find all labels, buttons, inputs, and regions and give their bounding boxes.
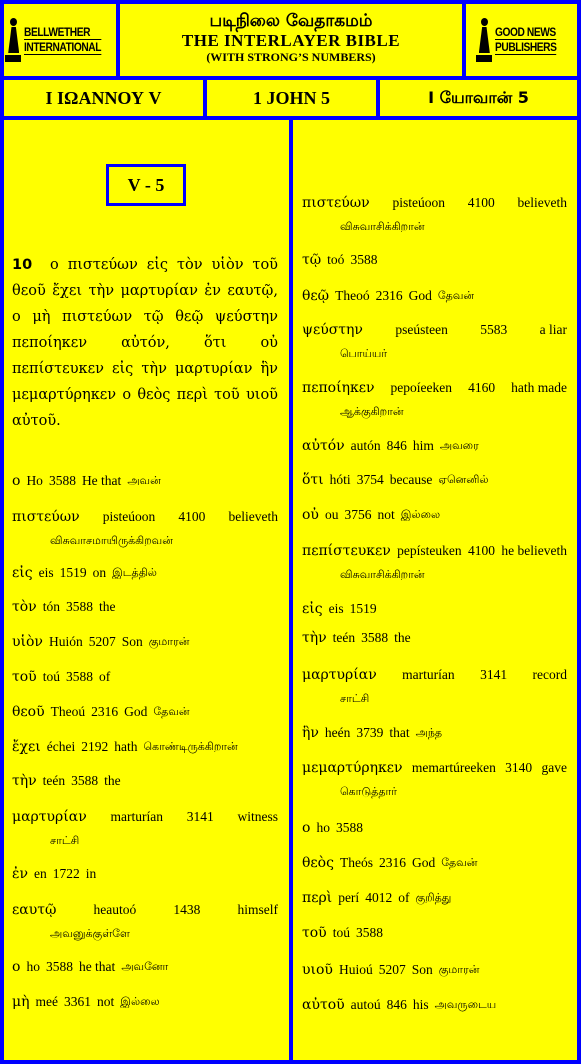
good-news-icon [476, 18, 492, 62]
transliteration: memartúreeken [411, 760, 496, 775]
word-entry [12, 469, 278, 493]
english-gloss: a liar [539, 322, 567, 337]
greek-word: ἐν [12, 866, 29, 882]
english-gloss: record [532, 667, 567, 682]
word-entry [12, 735, 278, 759]
transliteration: teén [42, 773, 66, 788]
word-entry [12, 805, 278, 852]
page-title [120, 4, 462, 76]
strong-number: 1722 [52, 866, 80, 881]
word-entry [302, 851, 567, 875]
greek-word: ο [12, 959, 21, 975]
strong-number: 4100 [178, 509, 206, 524]
english-gloss: the [104, 773, 121, 788]
greek-word: πιστεύων [12, 509, 80, 525]
strong-number: 846 [386, 997, 407, 1012]
word-entry [302, 626, 567, 650]
tamil-gloss: தேவன் [441, 856, 478, 869]
transliteration: hóti [329, 472, 351, 487]
greek-word: θεὸς [302, 855, 334, 871]
greek-word: τὸν [12, 599, 37, 615]
tamil-gloss: பொய்யர் [340, 347, 388, 360]
transliteration: marturían [110, 809, 163, 824]
transliteration: marturían [402, 667, 455, 682]
strong-number: 5207 [88, 634, 116, 649]
greek-word: πεποίηκεν [302, 380, 375, 396]
english-gloss: believeth [228, 509, 278, 524]
transliteration: échei [46, 739, 76, 754]
english-gloss: on [92, 565, 107, 580]
english-gloss: he believeth [501, 543, 567, 558]
ref-greek: Ι ΙΩΑΝΝΟΥ V [4, 80, 203, 116]
tamil-gloss: சாட்சி [340, 692, 370, 705]
word-entry [12, 769, 278, 793]
word-entry [12, 505, 278, 552]
english-gloss: because [389, 472, 433, 487]
word-entry [302, 816, 567, 840]
tamil-gloss: குறித்து [415, 891, 452, 904]
transliteration: pepoíeeken [390, 380, 453, 395]
word-entry [302, 248, 567, 272]
transliteration: heén [324, 725, 351, 740]
right-logo-text: GOOD NEWS PUBLISHERS [494, 25, 557, 54]
strong-number: 3588 [48, 473, 76, 488]
transliteration: Theoó [335, 288, 370, 303]
transliteration: toú [332, 925, 350, 940]
greek-word: εἰς [302, 601, 323, 617]
title-subtitle: (WITH STRONG’S NUMBERS) [206, 50, 376, 64]
english-gloss: he that [78, 959, 116, 974]
english-gloss: in [85, 866, 97, 881]
strong-number: 2316 [91, 704, 119, 719]
word-entry [12, 955, 278, 979]
english-gloss: hath [114, 739, 138, 754]
word-entry [302, 191, 567, 238]
verse-greek: ο πιστεύων εἰς τὸν υἱὸν τοῦ θεοῦ ἔχει τὴν μαρτυρίαν ἐν εαυτῷ, ο μὴ πιστεύων τῷ θεῷ ψεύστην πεποίηκεν αὐτόν, ὅτι οὐ πεπίστευκεν εἰς τὴν μαρτυρίαν ἣν μεμαρτύρηκεν ο θεὸς περὶ τοῦ υιοῦ αὐτοῦ. [12, 257, 279, 429]
greek-word: οὐ [302, 507, 319, 523]
tamil-gloss: இல்லை [120, 995, 160, 1008]
greek-word: μαρτυρίαν [302, 667, 377, 683]
word-entry [302, 284, 567, 308]
greek-word: περὶ [302, 890, 333, 906]
english-gloss: Son [411, 962, 433, 977]
english-gloss: the [98, 599, 116, 614]
greek-word: τοῦ [302, 925, 327, 941]
word-entry [302, 993, 567, 1017]
word-entry [302, 597, 567, 621]
strong-number: 3361 [64, 994, 91, 1009]
strong-number: 3588 [355, 925, 383, 940]
strong-number: 3756 [344, 507, 372, 522]
english-gloss: him [412, 438, 434, 453]
tamil-gloss: தேவன் [153, 705, 190, 718]
word-entry [302, 756, 567, 803]
greek-word: πεπίστευκεν [302, 543, 391, 559]
strong-number: 3588 [45, 959, 73, 974]
strong-number: 4012 [365, 890, 393, 905]
greek-word: μεμαρτύρηκεν [302, 760, 403, 776]
tamil-gloss: குமாரன் [148, 635, 190, 648]
right-logo [466, 4, 577, 76]
transliteration: tón [42, 599, 60, 614]
transliteration: pisteúoon [392, 195, 445, 210]
strong-number: 1519 [349, 601, 377, 616]
chapter-label: V - 5 [106, 164, 186, 206]
tamil-gloss: அவரை [439, 439, 479, 452]
english-gloss: that [389, 725, 410, 740]
word-entry [302, 318, 567, 365]
transliteration: perí [338, 890, 360, 905]
transliteration: eis [328, 601, 344, 616]
english-gloss: of [398, 890, 410, 905]
strong-number: 2316 [378, 855, 406, 870]
english-gloss: Son [121, 634, 143, 649]
english-gloss: gave [541, 760, 567, 775]
transliteration: teén [332, 630, 356, 645]
tamil-gloss: விசுவாசிக்கிறான் [340, 568, 425, 581]
greek-word: ἣν [302, 725, 319, 741]
strong-number: 3588 [65, 599, 93, 614]
tamil-gloss: கொண்டிருக்கிறான் [143, 740, 238, 753]
greek-word: θεοῦ [12, 704, 45, 720]
word-entry [302, 468, 567, 492]
greek-word: μαρτυρίαν [12, 809, 87, 825]
word-entry [302, 663, 567, 710]
english-gloss: his [412, 997, 429, 1012]
transliteration: toú [42, 669, 60, 684]
greek-word: ὅτι [302, 472, 324, 488]
english-gloss: believeth [517, 195, 567, 210]
transliteration: meé [35, 994, 58, 1009]
transliteration: eis [38, 565, 54, 580]
word-entry [12, 862, 278, 886]
tamil-gloss: விசுவாசமாயிருக்கிறவன் [50, 534, 173, 547]
word-entry [302, 376, 567, 423]
left-logo-text: BELLWETHER INTERNATIONAL [24, 25, 102, 54]
tamil-gloss: இல்லை [400, 508, 441, 521]
transliteration: Ho [26, 473, 43, 488]
transliteration: ho [26, 959, 40, 974]
greek-word: εἰς [12, 565, 33, 581]
bellwether-icon [5, 18, 21, 62]
transliteration: autón [350, 438, 381, 453]
transliteration: en [34, 866, 47, 881]
greek-word: πιστεύων [302, 195, 370, 211]
strong-number: 4100 [468, 543, 495, 558]
tamil-gloss: குமாரன் [438, 963, 480, 976]
transliteration: pisteúoon [102, 509, 156, 524]
verse-number: 10 [12, 257, 33, 273]
strong-number: 1519 [59, 565, 87, 580]
title-tamil: படிநிலை வேதாகமம் [209, 11, 373, 31]
word-entry [302, 886, 567, 910]
left-logo [4, 4, 116, 76]
greek-word: θεῷ [302, 288, 330, 304]
strong-number: 3588 [350, 252, 378, 267]
word-entry [12, 665, 278, 689]
strong-number: 3754 [356, 472, 384, 487]
strong-number: 4100 [467, 195, 495, 210]
greek-word: ἔχει [12, 739, 41, 755]
greek-word: υιοῦ [302, 962, 333, 978]
english-gloss: not [377, 507, 395, 522]
strong-number: 5583 [480, 322, 508, 337]
strong-number: 3588 [71, 773, 99, 788]
word-entry [12, 700, 278, 724]
title-english: THE INTERLAYER BIBLE [181, 31, 401, 50]
english-gloss: hath made [511, 380, 567, 395]
strong-number: 5207 [378, 962, 406, 977]
tamil-gloss: சாட்சி [50, 834, 80, 847]
strong-number: 3141 [186, 809, 214, 824]
strong-number: 3140 [505, 760, 533, 775]
word-entry [302, 503, 567, 527]
strong-number: 2316 [375, 288, 403, 303]
english-gloss: God [124, 704, 148, 719]
ref-english: 1 JOHN 5 [207, 80, 376, 116]
transliteration: Huión [48, 634, 83, 649]
word-entry [12, 630, 278, 654]
transliteration: heautoó [93, 902, 137, 917]
strong-number: 3588 [335, 820, 363, 835]
verse-text [12, 252, 278, 434]
tamil-gloss: கொடுத்தார் [340, 785, 397, 798]
word-entry [302, 921, 567, 945]
tamil-gloss: விசுவாசிக்கிறான் [340, 220, 425, 233]
greek-word: τὴν [12, 773, 37, 789]
word-entry [302, 958, 567, 982]
transliteration: ho [316, 820, 330, 835]
strong-number: 3588 [65, 669, 93, 684]
strong-number: 846 [386, 438, 407, 453]
transliteration: pepísteuken [397, 543, 462, 558]
greek-word: τοῦ [12, 669, 37, 685]
english-gloss: God [408, 288, 432, 303]
greek-word: τῷ [302, 252, 322, 268]
greek-word: εαυτῷ [12, 902, 57, 918]
strong-number: 3739 [356, 725, 384, 740]
word-entry [12, 990, 278, 1014]
transliteration: pseústeen [395, 322, 448, 337]
tamil-gloss: அவனுக்குள்ளே [50, 927, 130, 940]
english-gloss: of [98, 669, 111, 684]
greek-word: τὴν [302, 630, 327, 646]
strong-number: 3588 [361, 630, 389, 645]
word-entry [12, 898, 278, 945]
strong-number: 1438 [173, 902, 201, 917]
word-entry [302, 434, 567, 458]
transliteration: Huioú [338, 962, 373, 977]
transliteration: Theós [339, 855, 373, 870]
greek-word: ο [302, 820, 311, 836]
english-gloss: the [394, 630, 411, 645]
tamil-gloss: அந்த [415, 726, 443, 739]
english-gloss: God [411, 855, 436, 870]
transliteration: toó [327, 252, 345, 267]
tamil-gloss: தேவன் [437, 289, 475, 302]
greek-word: αὐτοῦ [302, 997, 345, 1013]
tamil-gloss: அவனோ [121, 960, 169, 973]
english-gloss: not [97, 994, 115, 1009]
transliteration: ou [324, 507, 339, 522]
english-gloss: He that [81, 473, 122, 488]
word-entry [302, 539, 567, 586]
word-entry [12, 595, 278, 619]
english-gloss: himself [237, 902, 278, 917]
greek-word: ψεύστην [302, 322, 363, 338]
greek-word: ο [12, 473, 21, 489]
tamil-gloss: அவன் [127, 474, 161, 487]
ref-tamil: I யோவான் 5 [380, 80, 577, 116]
greek-word: μὴ [12, 994, 30, 1010]
word-entry [302, 721, 567, 745]
transliteration: Theoú [50, 704, 86, 719]
strong-number: 2192 [81, 739, 109, 754]
greek-word: υἱὸν [12, 634, 43, 650]
greek-word: αὐτόν [302, 438, 345, 454]
english-gloss: witness [237, 809, 278, 824]
tamil-gloss: இடத்தில் [112, 566, 157, 579]
strong-number: 4160 [468, 380, 496, 395]
tamil-gloss: ஏனெனில் [438, 473, 489, 486]
tamil-gloss: ஆக்குகிறான் [340, 405, 404, 418]
word-entry [12, 561, 278, 585]
tamil-gloss: அவருடைய [434, 998, 497, 1011]
strong-number: 3141 [480, 667, 508, 682]
transliteration: autoú [350, 997, 381, 1012]
